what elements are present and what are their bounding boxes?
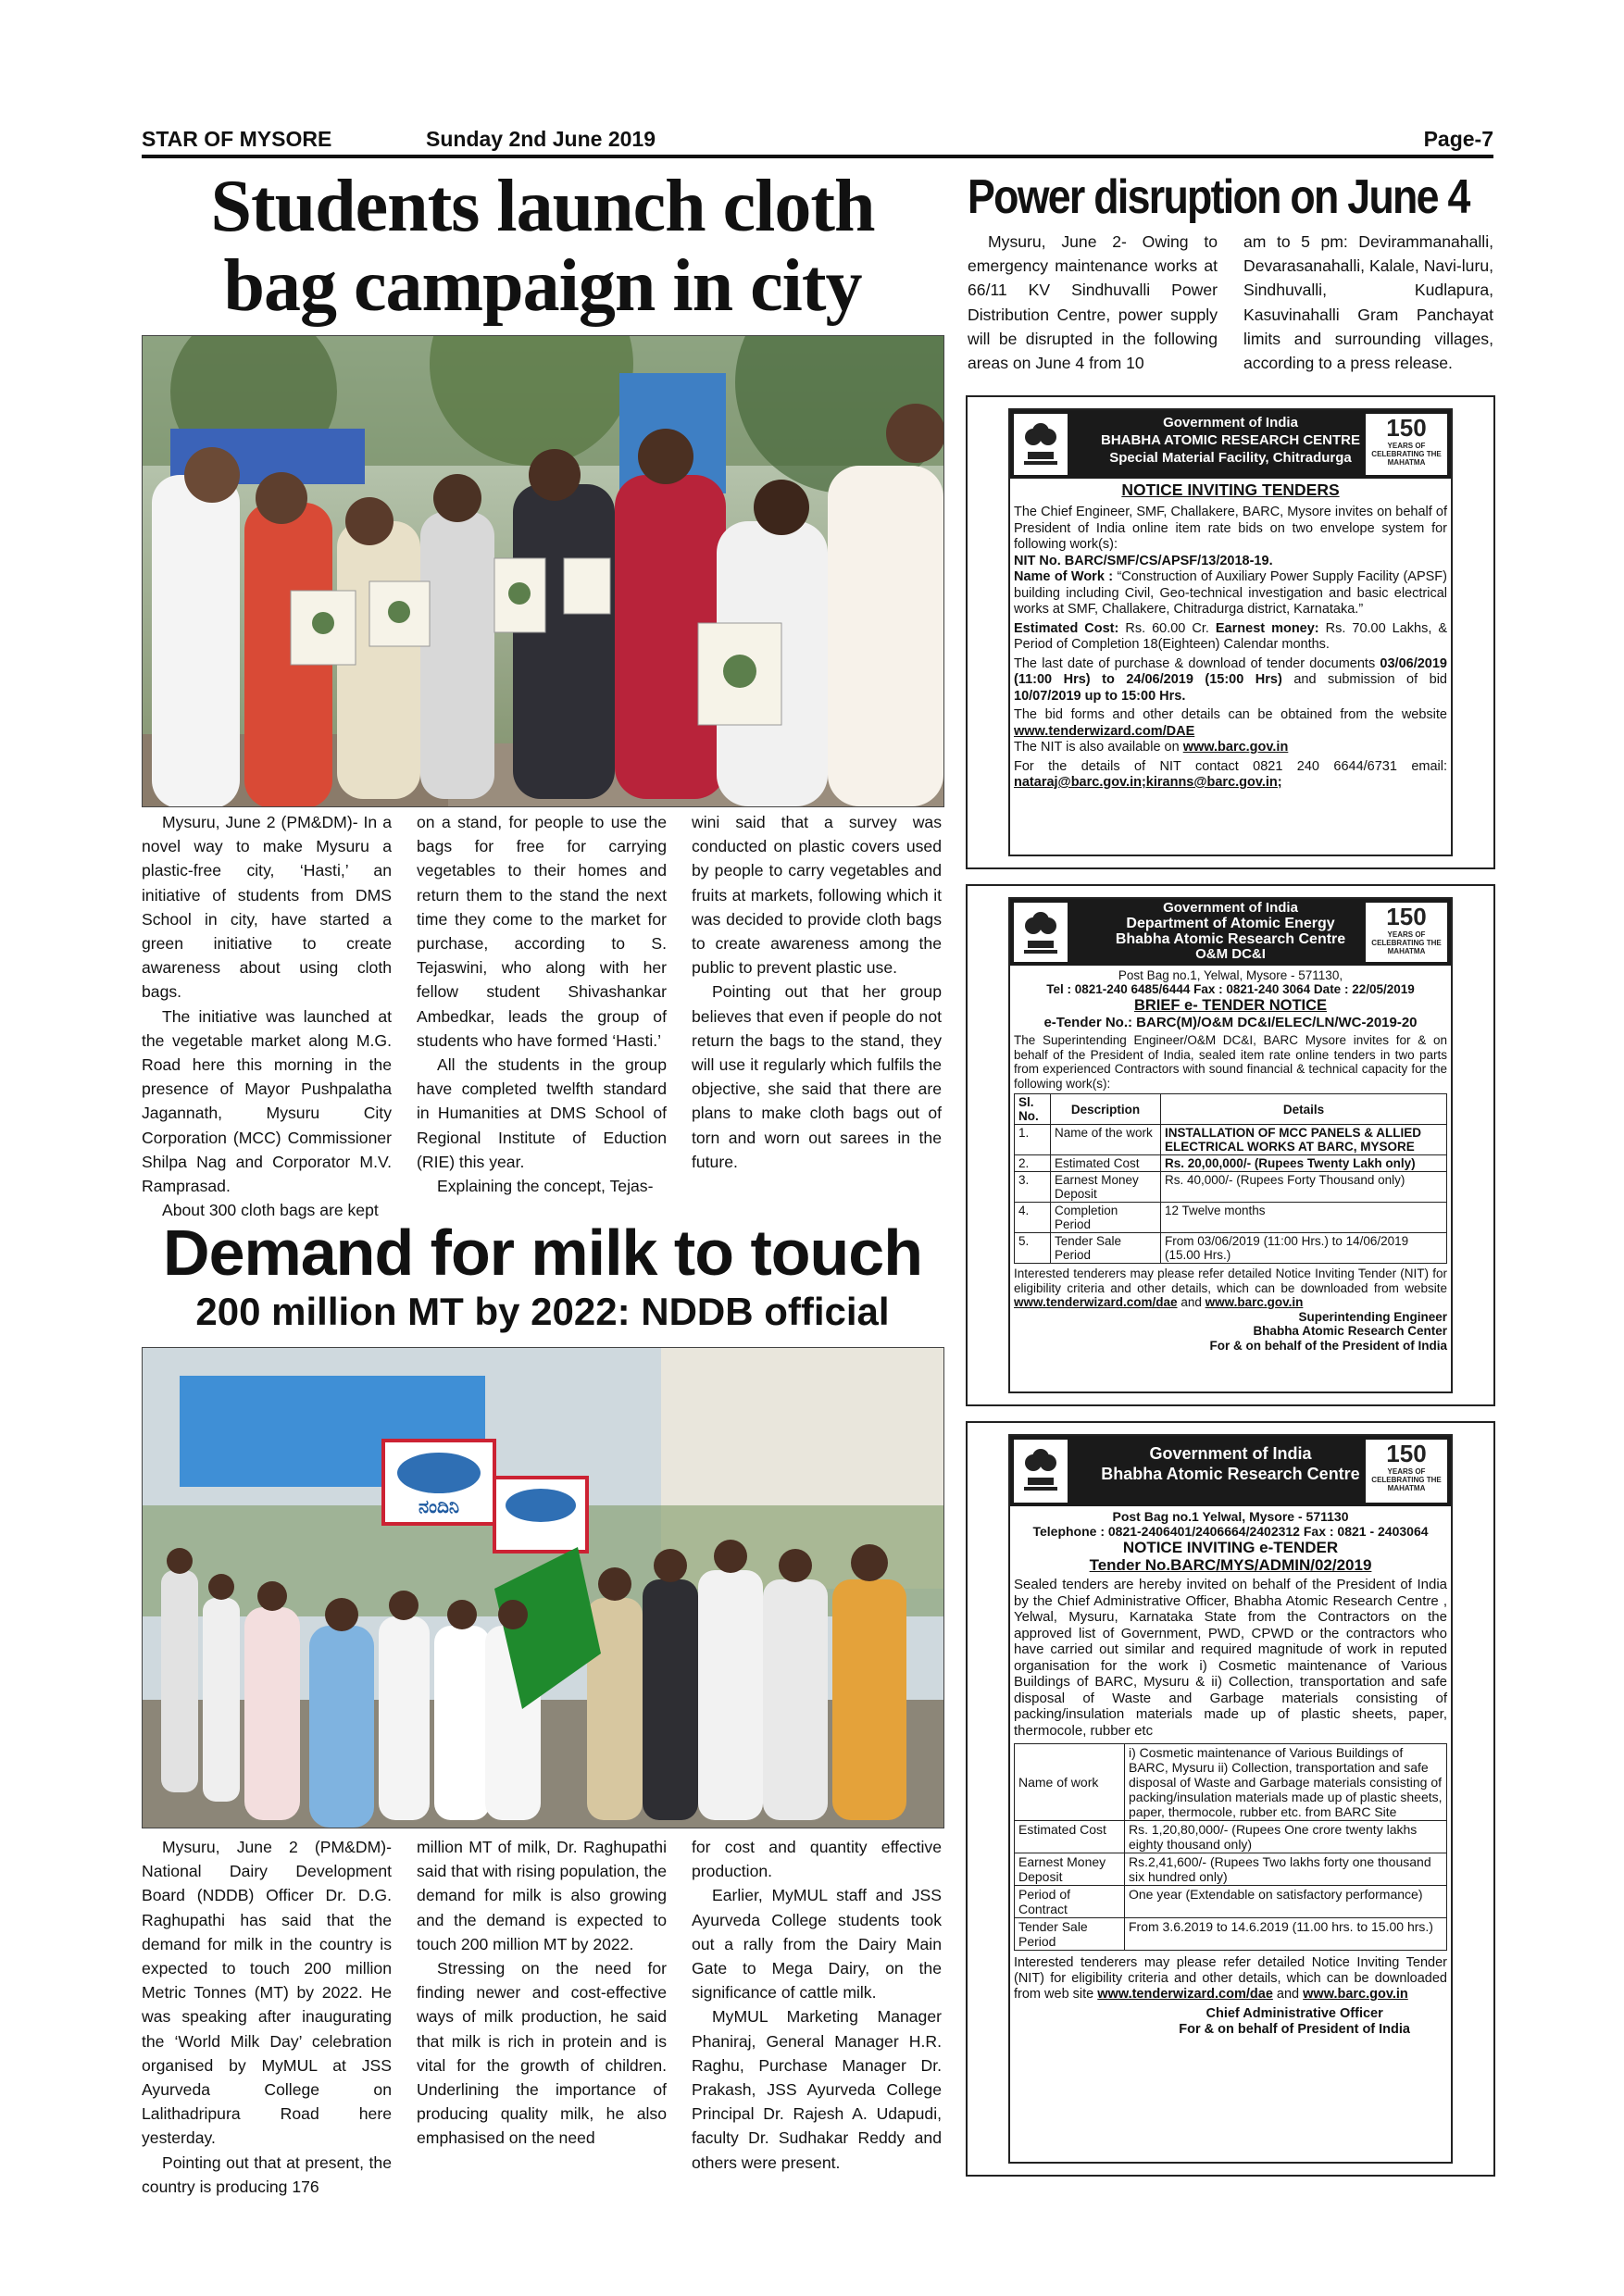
ad2-address	[1010, 966, 1451, 996]
ad2-header	[1010, 899, 1451, 966]
ad2-signatory-org: Bhabha Atomic Research Center	[1253, 1324, 1447, 1338]
paper-name: STAR OF MYSORE	[142, 127, 332, 151]
ad3-address-line: Post Bag no.1 Yelwal, Mysore - 571130	[1112, 1509, 1349, 1524]
table-row	[1015, 1853, 1447, 1886]
article1-column-1	[142, 810, 392, 1222]
gandhi-150-logo-icon	[1366, 414, 1447, 475]
ad1-contact-text: For the details of NIT contact 0821 240 6644/6731 email:	[1014, 758, 1447, 774]
logo150-number: 150	[1386, 903, 1427, 930]
ad2-row-desc: Tender Sale Period	[1051, 1233, 1161, 1264]
ad1-intro: The Chief Engineer, SMF, Challakere, BARC, Mysore invites on behalf of President of India online item rate bids on two envelope system for following work(s):	[1014, 505, 1447, 552]
article1-paragraph: Explaining the concept, Tejas-	[437, 1177, 654, 1196]
article1-photo	[142, 335, 944, 807]
article3-paragraph: Mysuru, June 2 (PM&DM)- National Dairy Development Board (NDDB) Officer Dr. D.G. Raghupathi has said that the demand for milk in the country is expected to touch 200 million Metric Tonnes (MT) by 2022. He was speaking after inaugurating the ‘World Milk Day’ celebration organised by MyMUL at JSS Ayurveda College on Lalithadripura Road here yesterday.	[142, 1838, 392, 2148]
article1-column-3	[692, 810, 942, 1174]
ad1-title: NOTICE INVITING TENDERS	[1121, 480, 1340, 499]
masthead	[142, 125, 1493, 155]
ad3-address	[1010, 1506, 1451, 1539]
article1-paragraph: on a stand, for people to use the bags for free for carrying vegetables to their homes and return them to the stand the next time they come to the market for purchase, according to S. Tejaswini, who along with her fellow student Shivashankar Ambedkar, leads the group of students who have formed ‘Hasti.’	[417, 813, 667, 1050]
ad3-row-label: Earnest Money Deposit	[1015, 1853, 1125, 1886]
ad2-telephone: Tel : 0821-240 6485/6444 Fax : 0821-240 3064 Date : 22/05/2019	[1046, 982, 1415, 996]
ad2-row-desc: Completion Period	[1051, 1203, 1161, 1233]
ad2-th-desc: Description	[1051, 1094, 1161, 1125]
article1-headline	[139, 167, 946, 326]
ad1-cost: Rs. 60.00 Cr.	[1125, 620, 1209, 636]
ad-brief-e-tender-notice	[966, 884, 1495, 1406]
ad3-header	[1010, 1436, 1451, 1506]
ad2-tenderwizard-link[interactable]: www.tenderwizard.com/dae	[1014, 1295, 1178, 1309]
ad3-footer	[1010, 1953, 1451, 2040]
ad2-row-desc: Name of the work	[1051, 1125, 1161, 1155]
ad2-intro: The Superintending Engineer/O&M DC&I, BARC Mysore invites for & on behalf of the President of India, sealed item rate online tenders in two parts from experienced Contractors with sound financial & technical capacity for the following work(s):	[1014, 1033, 1447, 1091]
article1-paragraph: About 300 cloth bags are kept	[162, 1201, 379, 1220]
ad1-web-text: The bid forms and other details can be obtained from the website	[1014, 707, 1447, 722]
ad1-body	[1010, 502, 1451, 794]
ad3-footer-and: and	[1276, 1987, 1300, 2002]
ad1-last-date-text: The last date of purchase & download of tender documents	[1014, 655, 1376, 671]
ad2-title: BRIEF e- TENDER NOTICE	[1133, 997, 1328, 1014]
ad3-org: Bhabha Atomic Research Centre	[1101, 1465, 1360, 1483]
ad1-nit-number: NIT No. BARC/SMF/CS/APSF/13/2018-19.	[1014, 553, 1273, 568]
article3-column-1	[142, 1835, 392, 2199]
ad1-govt: Government of India	[1163, 415, 1298, 430]
ad2-footer-text: Interested tenderers may please refer detailed Notice Inviting Tender (NIT) for eligibility criteria and other details, which can be downloaded from website	[1014, 1267, 1447, 1295]
page-number: Page-7	[1423, 127, 1493, 151]
ad2-th-no: Sl. No.	[1015, 1094, 1051, 1125]
milk-rally-photo-illustration	[143, 1348, 943, 1828]
ad2-row-details: From 03/06/2019 (11:00 Hrs.) to 14/06/2019 (15.00 Hrs.)	[1161, 1233, 1447, 1264]
ashoka-emblem-icon	[1014, 1440, 1068, 1503]
table-row	[1015, 1203, 1447, 1233]
ad2-footer	[1010, 1264, 1451, 1355]
masthead-rule	[142, 155, 1493, 158]
ad-notice-inviting-tenders	[966, 395, 1495, 869]
logo150-number: 150	[1386, 1440, 1427, 1467]
ad2-barc-link[interactable]: www.barc.gov.in	[1205, 1295, 1304, 1309]
ad2-signatory-behalf: For & on behalf of the President of India	[1209, 1338, 1447, 1353]
ad1-tenderwizard-link[interactable]: www.tenderwizard.com/DAE	[1014, 723, 1195, 739]
article3-column-3	[692, 1835, 942, 2175]
ad3-row-label: Name of work	[1015, 1744, 1125, 1821]
ad3-row-value: From 3.6.2019 to 14.6.2019 (11.00 hrs. to 15.00 hrs.)	[1125, 1918, 1447, 1951]
article1-paragraph: Pointing out that her group believes that even if people do not return the bags to the stand, they will use it regularly which fulfils the objective, she said that there are plans to make cloth bags out of torn and worn out sarees in the future.	[692, 982, 942, 1171]
ad1-header	[1010, 410, 1451, 479]
ad2-row-desc: Estimated Cost	[1051, 1155, 1161, 1172]
ashoka-emblem-icon	[1014, 414, 1068, 475]
ad-notice-inviting-e-tender	[966, 1421, 1495, 2177]
ad1-email-link[interactable]: nataraj@barc.gov.in;kiranns@barc.gov.in;	[1014, 775, 1282, 790]
logo150-text: YEARS OF CELEBRATING THE MAHATMA	[1371, 930, 1442, 955]
ad3-row-label: Period of Contract	[1015, 1886, 1125, 1918]
article3-headline: Demand for milk to touch	[163, 1217, 922, 1289]
ad2-row-desc: Earnest Money Deposit	[1051, 1172, 1161, 1203]
ad2-footer-and: and	[1181, 1295, 1202, 1309]
article1-column-2	[417, 810, 667, 1198]
ad3-govt: Government of India	[1149, 1444, 1312, 1463]
article3-subhead: 200 million MT by 2022: NDDB official	[195, 1290, 890, 1333]
table-row	[1015, 1172, 1447, 1203]
gandhi-150-logo-icon	[1366, 903, 1447, 962]
ad3-row-value: One year (Extendable on satisfactory performance)	[1125, 1886, 1447, 1918]
logo150-text: YEARS OF CELEBRATING THE MAHATMA	[1371, 442, 1442, 467]
ad3-row-value: Rs.2,41,600/- (Rupees Two lakhs forty one thousand six hundred only)	[1125, 1853, 1447, 1886]
ad2-tender-number: e-Tender No.: BARC(M)/O&M DC&I/ELEC/LN/WC-2019-20	[1043, 1015, 1418, 1030]
students-photo-illustration	[143, 336, 943, 806]
article2-column-2	[1243, 230, 1493, 375]
ad2-row-no: 4.	[1015, 1203, 1051, 1233]
ad2-govt: Government of India	[1163, 900, 1298, 916]
ad3-signatory: Chief Administrative Officer	[1206, 2006, 1383, 2021]
ad3-tender-number: Tender No.BARC/MYS/ADMIN/02/2019	[1089, 1556, 1372, 1574]
article3-paragraph: Pointing out that at present, the country is producing 176	[142, 2152, 392, 2196]
ad2-unit: O&M DC&I	[1195, 946, 1266, 962]
article3-photo	[142, 1347, 944, 1828]
article2-column-1	[968, 230, 1218, 375]
ad3-row-value: Rs. 1,20,80,000/- (Rupees One crore twenty lakhs eighty thousand only)	[1125, 1821, 1447, 1853]
ad2-th-details: Details	[1161, 1094, 1447, 1125]
ad2-details-table	[1014, 1093, 1447, 1264]
article3-column-2	[417, 1835, 667, 2151]
ad3-details-table	[1014, 1743, 1447, 1951]
article3-paragraph: Stressing on the need for finding newer and cost-effective ways of milk production, he said that milk is rich in protein and is vital for the growth of children. Underlining the importance of producing quality milk, he also emphasised on the need	[417, 1959, 667, 2148]
article2-paragraph: am to 5 pm: Devirammanahalli, Devarasanahalli, Kalale, Navi-luru, Sindhuvalli, Kudlapura, Kasuvinahalli Gram Panchayat limits and surrounding villages, according to a press release.	[1243, 232, 1493, 373]
ad1-barc-link[interactable]: www.barc.gov.in	[1182, 740, 1289, 755]
ad1-facility: Special Material Facility, Chitradurga	[1109, 450, 1352, 466]
ad2-org: Bhabha Atomic Research Centre	[1115, 931, 1346, 947]
article1-paragraph: Mysuru, June 2 (PM&DM)- In a novel way to make Mysuru a plastic-free city, ‘Hasti,’ an initiative of students from DMS School in city, have started a green initiative to create awareness about using cloth bags.	[142, 813, 392, 1002]
ad3-barc-link[interactable]: www.barc.gov.in	[1303, 1987, 1408, 2002]
ad1-submission-text: and submission of bid	[1293, 672, 1447, 687]
article1-paragraph: All the students in the group have completed twelfth standard in Humanities at DMS School of Regional Institute of Eduction (RIE) this year.	[417, 1055, 667, 1171]
article2-headline: Power disruption on June 4	[968, 170, 1469, 224]
table-row	[1015, 1125, 1447, 1155]
ad2-row-details: 12 Twelve months	[1161, 1203, 1447, 1233]
ad3-telephone: Telephone : 0821-2406401/2406664/2402312 Fax : 0821 - 2403064	[1032, 1524, 1429, 1539]
table-row	[1015, 1155, 1447, 1172]
ad1-work: “Construction of Auxiliary Power Supply Facility (APSF) building including Civil, Geo-technical investigation and basic electrical works at SMF, Challakere, Chitradurga district, Karnataka.”	[1014, 569, 1447, 617]
ad2-address-line: Post Bag no.1, Yelwal, Mysore - 571130,	[1118, 968, 1343, 982]
ad2-row-no: 3.	[1015, 1172, 1051, 1203]
logo150-text: YEARS OF CELEBRATING THE MAHATMA	[1371, 1467, 1442, 1492]
article1-headline-line1: Students launch cloth	[210, 166, 875, 247]
ad2-row-details: Rs. 20,00,000/- (Rupees Twenty Lakh only)	[1161, 1155, 1447, 1172]
table-row	[1015, 1744, 1447, 1821]
ad1-last-date: 03/06/2019 (11:00 Hrs) to 24/06/2019 (15:00 Hrs)	[1014, 655, 1447, 687]
issue-date: Sunday 2nd June 2019	[426, 127, 656, 151]
ad3-tenderwizard-link[interactable]: www.tenderwizard.com/dae	[1097, 1987, 1273, 2002]
ad3-row-label: Estimated Cost	[1015, 1821, 1125, 1853]
ad1-emd-label: Earnest money:	[1215, 620, 1319, 636]
article3-paragraph: million MT of milk, Dr. Raghupathi said that with rising population, the demand for milk is also growing and the demand is expected to touch 200 million MT by 2022.	[417, 1838, 667, 1953]
logo150-number: 150	[1386, 414, 1427, 442]
article1-headline-line2: bag campaign in city	[223, 245, 862, 327]
ad3-row-label: Tender Sale Period	[1015, 1918, 1125, 1951]
gandhi-150-logo-icon	[1366, 1440, 1447, 1503]
ad3-intro: Sealed tenders are hereby invited on behalf of the President of India by the Chief Administrative Officer, Bhabha Atomic Research Centre , Yelwal, Mysuru, Karnataka State from the Contractors on the approved list of Government, PWD, CPWD or the contractors who have carried out similar and required magnitude of work in reputed organisation for the work i) Cosmetic maintenance of Various Buildings of BARC, Mysuru & ii) Collection, transportation and safe disposal of Waste and Garbage materials consisting of packing/insulation materials made up of plastic sheets, paper, thermocole, rubber etc	[1014, 1577, 1447, 1739]
ashoka-emblem-icon	[1014, 903, 1068, 962]
ad3-footer-text: Interested tenderers may please refer detailed Notice Inviting Tender (NIT) for eligibility criteria and other details, which can be downloaded from web site	[1014, 1955, 1447, 2002]
ad2-signatory: Superintending Engineer	[1298, 1309, 1447, 1324]
ad3-title: NOTICE INVITING e-TENDER	[1122, 1539, 1339, 1556]
table-row	[1015, 1233, 1447, 1264]
ad1-emd: Rs. 70.00 Lakhs, & Period of Completion 18(Eighteen) Calendar months.	[1014, 620, 1448, 652]
ad3-signatory-behalf: For & on behalf of President of India	[1179, 2022, 1410, 2037]
ad2-row-no: 2.	[1015, 1155, 1051, 1172]
ad1-work-label: Name of Work :	[1014, 569, 1114, 584]
ad1-submission-date: 10/07/2019 up to 15:00 Hrs.	[1014, 688, 1186, 704]
nandini-sign-text: ನಂದಿನಿ	[418, 1495, 460, 1517]
ad3-row-value: i) Cosmetic maintenance of Various Buildings of BARC, Mysuru ii) Collection, transportation and safe disposal of Waste and Garbage materials consisting of packing/insulation materials made up of plastic sheets, paper, thermocole, rubber etc. from BARC Site	[1125, 1744, 1447, 1821]
article2-paragraph: Mysuru, June 2- Owing to emergency maintenance works at 66/11 KV Sindhuvalli Power Distribution Centre, power supply will be disrupted in the following areas on June 4 from 10	[968, 232, 1218, 373]
article1-paragraph: The initiative was launched at the vegetable market along M.G. Road here this morning in the presence of Mayor Pushpalatha Jagannath, Mysuru City Corporation (MCC) Commissioner Shilpa Nag and Corporator M.V. Ramprasad.	[142, 1006, 392, 1196]
article1-paragraph: wini said that a survey was conducted on plastic covers used by people to carry vegetables and fruits at markets, following which it was decided to provide cloth bags to create awareness among the public to prevent plastic use.	[692, 813, 942, 978]
ad1-also-text: The NIT is also available on	[1014, 740, 1180, 755]
article3-paragraph: for cost and quantity effective production.	[692, 1838, 942, 1881]
ad2-row-no: 1.	[1015, 1125, 1051, 1155]
ad2-row-details: INSTALLATION OF MCC PANELS & ALLIED ELECTRICAL WORKS AT BARC, MYSORE	[1161, 1125, 1447, 1155]
article3-paragraph: MyMUL Marketing Manager Phaniraj, General Manager H.R. Raghu, Purchase Manager Dr. Prakash, JSS Ayurveda College Principal Dr. Rajesh A. Udapudi, faculty Dr. Sudhakar Reddy and others were present.	[692, 2007, 942, 2172]
article3-paragraph: Earlier, MyMUL staff and JSS Ayurveda College students took out a rally from the Dairy Main Gate to Mega Dairy, on the significance of cattle milk.	[692, 1886, 942, 2003]
ad1-cost-label: Estimated Cost:	[1014, 620, 1119, 636]
ad2-row-no: 5.	[1015, 1233, 1051, 1264]
table-row	[1015, 1886, 1447, 1918]
table-row	[1015, 1918, 1447, 1951]
ad2-dept: Department of Atomic Energy	[1126, 916, 1335, 931]
ad2-row-details: Rs. 40,000/- (Rupees Forty Thousand only)	[1161, 1172, 1447, 1203]
table-row	[1015, 1821, 1447, 1853]
ad1-org: BHABHA ATOMIC RESEARCH CENTRE	[1100, 432, 1360, 448]
